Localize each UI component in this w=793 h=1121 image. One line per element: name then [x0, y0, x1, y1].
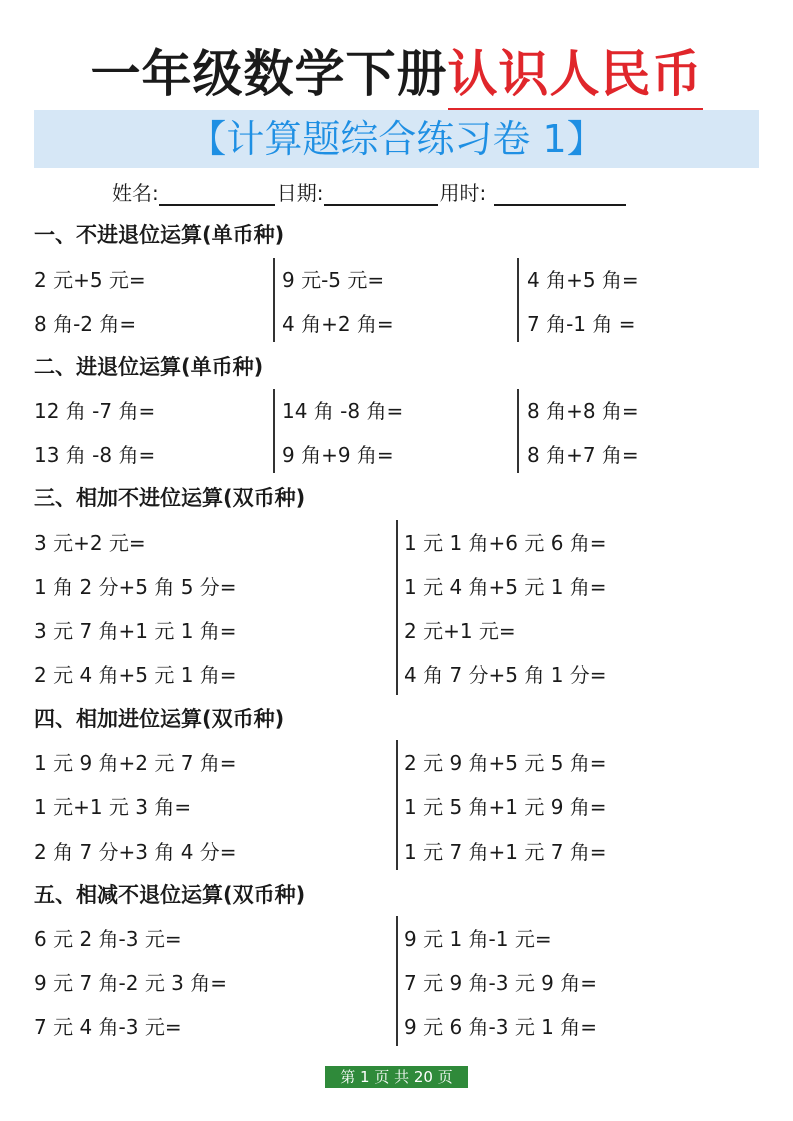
name-blank[interactable]: [159, 182, 275, 206]
problem-item: 12 角 -7 角=: [34, 399, 156, 423]
section-title: 二、进退位运算(单币种): [34, 355, 264, 379]
subtitle: 【计算题综合练习卷 1】: [188, 117, 605, 161]
problem-item: 8 角+8 角=: [527, 399, 639, 423]
problem-item: 1 元 1 角+6 元 6 角=: [404, 531, 607, 555]
problem-item: 2 元 9 角+5 元 5 角=: [404, 751, 607, 775]
page-title: [0, 42, 793, 112]
problem-item: 4 角 7 分+5 角 1 分=: [404, 663, 607, 687]
problem-item: 1 元 9 角+2 元 7 角=: [34, 751, 237, 775]
problem-item: 3 元+2 元=: [34, 531, 146, 555]
column-divider: [396, 520, 398, 695]
section-title: 三、相加不进位运算(双币种): [34, 486, 306, 510]
section-title: 一、不进退位运算(单币种): [34, 223, 285, 247]
problem-item: 4 角+5 角=: [527, 268, 639, 292]
date-label: 日期:: [276, 181, 324, 205]
column-divider: [273, 389, 275, 473]
problem-item: 1 元 5 角+1 元 9 角=: [404, 795, 607, 819]
info-row: [112, 176, 628, 206]
time-blank[interactable]: [494, 182, 626, 206]
section-title: 五、相减不退位运算(双币种): [34, 883, 306, 907]
column-divider: [396, 740, 398, 870]
problem-item: 9 元-5 元=: [282, 268, 385, 292]
problem-item: 14 角 -8 角=: [282, 399, 404, 423]
time-label: 用时:: [439, 181, 487, 205]
problem-item: 1 角 2 分+5 角 5 分=: [34, 575, 237, 599]
problem-item: 3 元 7 角+1 元 1 角=: [34, 619, 237, 643]
column-divider: [517, 389, 519, 473]
problem-item: 2 元 4 角+5 元 1 角=: [34, 663, 237, 687]
problem-item: 2 角 7 分+3 角 4 分=: [34, 840, 237, 864]
problem-item: 1 元 4 角+5 元 1 角=: [404, 575, 607, 599]
problem-item: 4 角+2 角=: [282, 312, 394, 336]
problem-item: 7 元 4 角-3 元=: [34, 1015, 182, 1039]
problem-item: 6 元 2 角-3 元=: [34, 927, 182, 951]
date-blank[interactable]: [324, 182, 438, 206]
column-divider: [273, 258, 275, 342]
problem-item: 9 元 7 角-2 元 3 角=: [34, 971, 228, 995]
problem-item: 9 元 6 角-3 元 1 角=: [404, 1015, 598, 1039]
problem-item: 1 元 7 角+1 元 7 角=: [404, 840, 607, 864]
column-divider: [517, 258, 519, 342]
title-black-part: 一年级数学下册: [90, 45, 448, 103]
problem-item: 7 角-1 角 =: [527, 312, 636, 336]
page-number-badge: 第 1 页 共 20 页: [325, 1066, 468, 1088]
column-divider: [396, 916, 398, 1046]
problem-item: 8 角+7 角=: [527, 443, 639, 467]
problem-item: 13 角 -8 角=: [34, 443, 156, 467]
name-label: 姓名:: [112, 181, 159, 205]
problem-item: 9 元 1 角-1 元=: [404, 927, 552, 951]
section-title: 四、相加进位运算(双币种): [34, 707, 285, 731]
problem-item: 1 元+1 元 3 角=: [34, 795, 192, 819]
problem-item: 2 元+1 元=: [404, 619, 516, 643]
problem-item: 9 角+9 角=: [282, 443, 394, 467]
problem-item: 2 元+5 元=: [34, 268, 146, 292]
problem-item: 8 角-2 角=: [34, 312, 137, 336]
problem-item: 7 元 9 角-3 元 9 角=: [404, 971, 598, 995]
title-red-part: 认识人民币: [448, 42, 703, 112]
